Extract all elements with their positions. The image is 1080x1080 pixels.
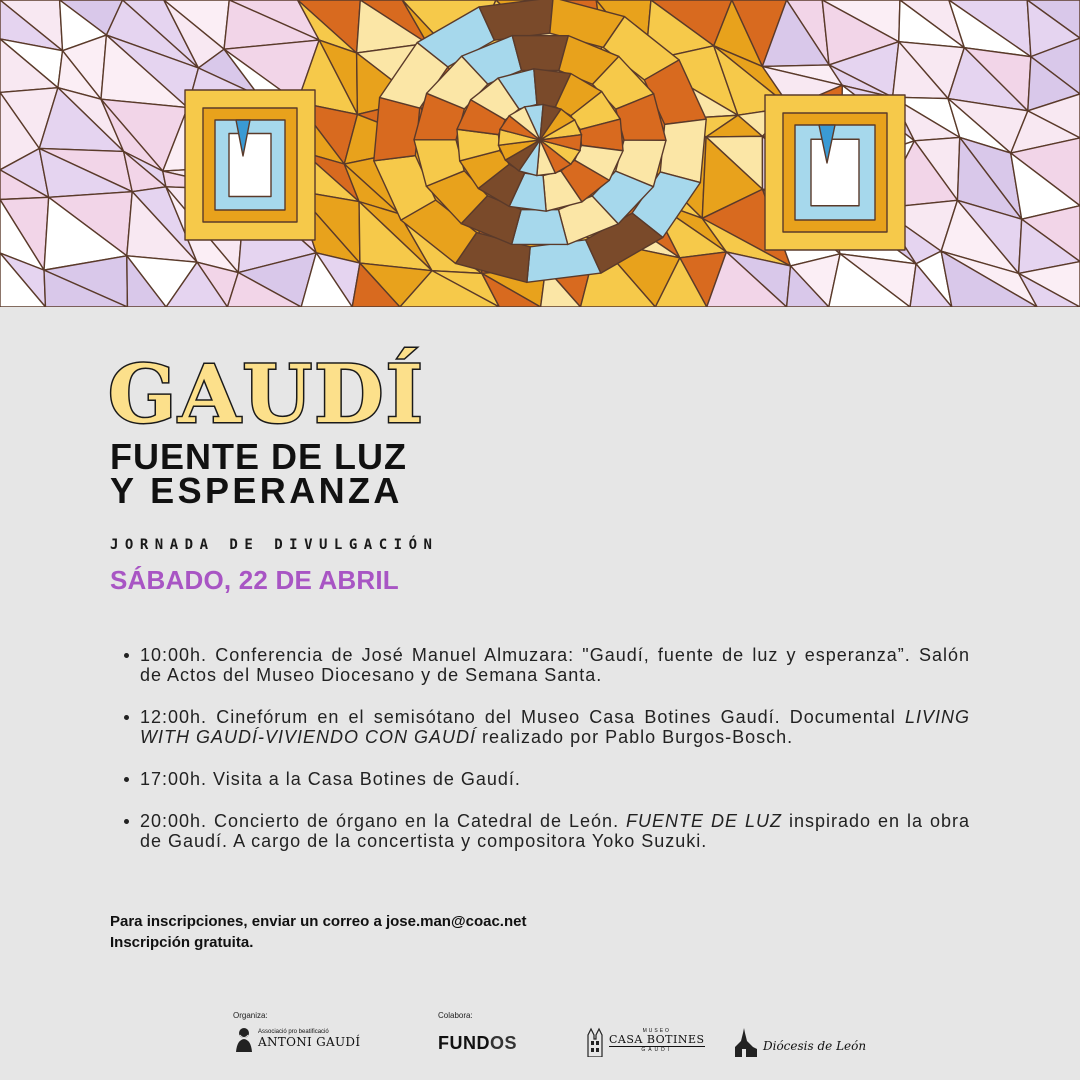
agaudi-name: ANTONI GAUDÍ <box>258 1035 361 1049</box>
event-title: GAUDÍ <box>108 347 425 441</box>
schedule-item <box>120 645 970 685</box>
schedule-item <box>120 811 970 851</box>
casa-botines-logo <box>585 1025 705 1057</box>
stained-glass-mosaic <box>0 0 1080 307</box>
registration-info <box>110 911 526 953</box>
glass-pane <box>229 134 271 197</box>
item-text: realizado por Pablo Burgos-Bosch. <box>476 727 794 747</box>
registration-free: Inscripción gratuita. <box>110 934 254 951</box>
item-text: 12:00h. Cinefórum en el semisótano del Museo Casa Botines Gaudí. Documental <box>140 707 905 727</box>
casa-botines-building-icon <box>585 1025 605 1057</box>
film-title: LIVING WITH GAUDÍ-VIVIENDO CON GAUDÍ <box>140 707 970 747</box>
glass-pane <box>811 139 859 206</box>
item-text: 17:00h. Visita a la Casa Botines de Gaudí. <box>140 769 521 789</box>
colabora-label: Colabora: <box>438 1011 473 1020</box>
gaudi-portrait-icon <box>234 1026 254 1052</box>
fundos-text-a: FUND <box>438 1033 490 1053</box>
schedule-list <box>120 645 970 873</box>
botines-name: CASA BOTINES <box>609 1033 705 1046</box>
cathedral-icon <box>733 1027 759 1057</box>
diocesis-leon-logo <box>733 1027 866 1057</box>
registration-email: Para inscripciones, enviar un correo a jose.man@coac.net <box>110 913 527 930</box>
schedule-item <box>120 769 970 789</box>
subtitle-line-2: Y ESPERANZA <box>110 470 403 511</box>
organiza-label: Organiza: <box>233 1011 268 1020</box>
agaudi-caption: Associació pro beatificació <box>258 1029 329 1035</box>
event-subtitle <box>110 436 407 511</box>
antoni-gaudi-logo <box>234 1026 360 1052</box>
subtitle-line-1: FUENTE DE LUZ <box>110 436 407 477</box>
schedule-item <box>120 707 970 747</box>
item-text: 20:00h. Concierto de órgano en la Catedral de León. <box>140 811 627 831</box>
hero-stained-glass-image <box>0 0 1080 307</box>
item-text: 10:00h. Conferencia de José Manuel Almuzara: "Gaudí, fuente de luz y esperanza”. Salón de Actos del Museo Diocesano y de Semana Santa. <box>140 645 970 685</box>
item-text: inspirado en la obra de Gaudí. A cargo de la concertista y compositora Yoko Suzuki. <box>140 811 971 851</box>
botines-caption: MUSEO <box>642 1028 671 1034</box>
event-date: SÁBADO, 22 DE ABRIL <box>110 565 399 595</box>
botines-subcaption: GAUDÍ <box>641 1047 673 1053</box>
concert-title: FUENTE DE LUZ <box>626 811 783 831</box>
diocesis-name: Diócesis de León <box>763 1039 867 1053</box>
event-type: JORNADA DE DIVULGACIÓN <box>110 537 439 553</box>
fundos-logo <box>438 1033 517 1054</box>
fundos-text-b: OS <box>490 1033 518 1053</box>
